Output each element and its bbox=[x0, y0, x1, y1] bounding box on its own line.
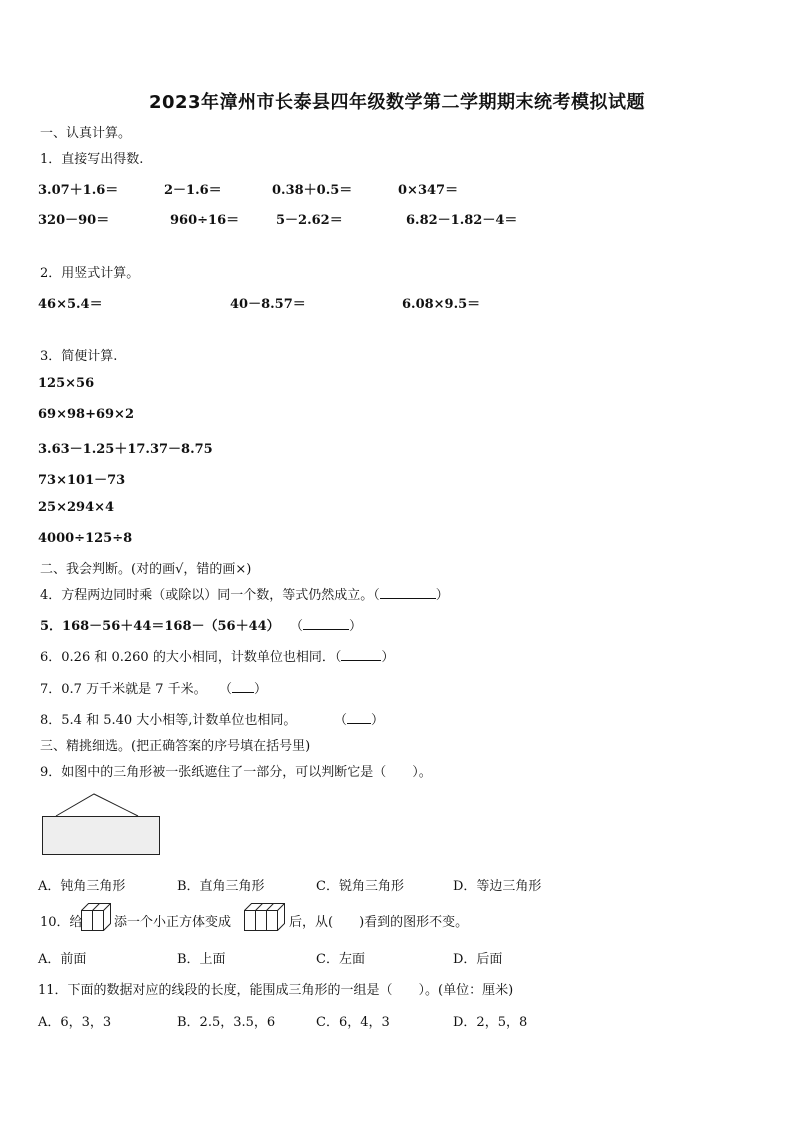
covering-paper bbox=[43, 817, 160, 855]
q10-option[interactable]: B．上面 bbox=[177, 952, 226, 967]
q8 bbox=[40, 709, 296, 728]
q8-text: 8．5.4 和 5.40 大小相等,计数单位也相同。 bbox=[40, 713, 297, 728]
q10-option[interactable]: A．前面 bbox=[38, 952, 87, 967]
q2-item: 6.08×9.5＝ bbox=[402, 297, 481, 312]
q9-option[interactable]: C．锐角三角形 bbox=[316, 879, 404, 894]
triangle-top-edges bbox=[56, 794, 138, 816]
q2-label: 2．用竖式计算。 bbox=[40, 266, 140, 281]
q10-prefix: 10．给 bbox=[40, 915, 83, 930]
q1-item: 960÷16＝ bbox=[170, 213, 240, 228]
q8-close: ） bbox=[371, 713, 385, 728]
q7-text: 7．0.7 万千米就是 7 千米。 bbox=[40, 682, 207, 697]
q6-close: ） bbox=[381, 650, 395, 665]
q10-option[interactable]: D．后面 bbox=[453, 952, 503, 967]
answer-blank[interactable] bbox=[232, 680, 254, 693]
q4 bbox=[40, 584, 449, 603]
q3-item: 4000÷125÷8 bbox=[38, 531, 133, 546]
q10-option[interactable]: C．左面 bbox=[316, 952, 365, 967]
q11-text: 11．下面的数据对应的线段的长度，能围成三角形的一组是（ ）。(单位：厘米) bbox=[38, 983, 514, 998]
section1-heading: 一、认真计算。 bbox=[40, 126, 132, 141]
answer-blank[interactable] bbox=[341, 648, 381, 661]
section2-heading: 二、我会判断。(对的画√，错的画×) bbox=[40, 562, 252, 577]
q11-option[interactable]: B．2.5，3.5，6 bbox=[177, 1015, 276, 1030]
q2-item: 46×5.4＝ bbox=[38, 297, 103, 312]
q1-item: 0×347＝ bbox=[398, 183, 459, 198]
q9-text: 9．如图中的三角形被一张纸遮住了一部分，可以判断它是（ ）。 bbox=[40, 765, 432, 780]
q3-item: 25×294×4 bbox=[38, 500, 115, 515]
q1-item: 320－90＝ bbox=[38, 213, 110, 228]
q3-label: 3．简便计算. bbox=[40, 349, 118, 364]
q11-option[interactable]: C．6，4，3 bbox=[316, 1015, 390, 1030]
q6-text: 6．0.26 和 0.260 的大小相同，计数单位也相同．（ bbox=[40, 650, 342, 665]
q4-text: 4．方程两边同时乘（或除以）同一个数，等式仍然成立。（ bbox=[40, 588, 380, 603]
q3-item: 73×101－73 bbox=[38, 473, 126, 488]
q11-option[interactable]: A．6，3，3 bbox=[38, 1015, 112, 1030]
q5-text: 5．168－56＋44＝168－（56＋44） bbox=[40, 619, 280, 634]
q5-answer bbox=[290, 615, 362, 634]
q8-answer bbox=[334, 709, 384, 728]
q9-option[interactable]: D．等边三角形 bbox=[453, 879, 542, 894]
q7-answer bbox=[219, 678, 267, 697]
q9-option[interactable]: B．直角三角形 bbox=[177, 879, 265, 894]
q1-item: 2－1.6＝ bbox=[164, 183, 222, 198]
answer-blank[interactable] bbox=[380, 586, 436, 599]
q1-item: 0.38＋0.5＝ bbox=[272, 183, 353, 198]
answer-blank[interactable] bbox=[303, 617, 349, 630]
section3-heading: 三、精挑细选。(把正确答案的序号填在括号里) bbox=[40, 739, 311, 754]
q10-suffix: 后，从( )看到的图形不变。 bbox=[289, 915, 469, 930]
covered-triangle-figure bbox=[40, 792, 162, 858]
q8-open: （ bbox=[334, 713, 348, 728]
q1-item: 6.82－1.82－4＝ bbox=[406, 213, 518, 228]
answer-blank[interactable] bbox=[347, 711, 371, 724]
q10-middle: 添一个小正方体变成 bbox=[114, 915, 232, 930]
page-title: 2023年漳州市长泰县四年级数学第二学期期末统考模拟试题 bbox=[148, 92, 646, 113]
q3-item: 125×56 bbox=[38, 376, 95, 391]
q6 bbox=[40, 646, 394, 665]
q4-close: ） bbox=[435, 588, 449, 603]
q7-open: （ bbox=[219, 682, 233, 697]
q9-option[interactable]: A．钝角三角形 bbox=[38, 879, 126, 894]
q7 bbox=[40, 678, 207, 697]
q5 bbox=[40, 615, 280, 634]
q5-open: （ bbox=[290, 619, 304, 634]
q5-close: ） bbox=[349, 619, 363, 634]
q11-option[interactable]: D．2，5，8 bbox=[453, 1015, 528, 1030]
q7-close: ） bbox=[254, 682, 268, 697]
q2-item: 40－8.57＝ bbox=[230, 297, 306, 312]
q1-item: 3.07＋1.6＝ bbox=[38, 183, 119, 198]
three-cube-figure bbox=[243, 902, 287, 934]
q1-item: 5－2.62＝ bbox=[276, 213, 343, 228]
two-cube-figure bbox=[80, 902, 112, 934]
q3-item: 3.63－1.25＋17.37－8.75 bbox=[38, 442, 213, 457]
q3-item: 69×98+69×2 bbox=[38, 407, 134, 422]
q1-label: 1．直接写出得数. bbox=[40, 152, 144, 167]
